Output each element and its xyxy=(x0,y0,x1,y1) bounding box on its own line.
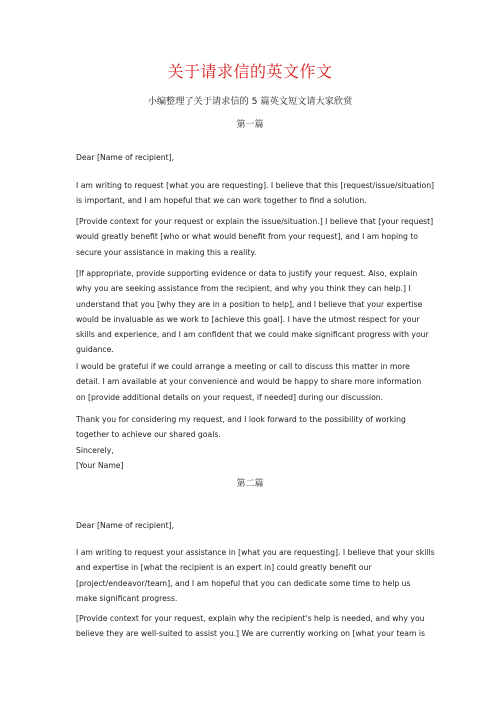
paragraph-2-2 xyxy=(76,611,426,642)
paragraph-2-1 xyxy=(76,545,435,606)
greeting-line: Dear [Name of recipient], xyxy=(76,153,175,162)
text-line: guidance. xyxy=(76,345,114,355)
paragraph-1-4 xyxy=(76,359,426,405)
paragraph-1-5 xyxy=(76,412,426,473)
text-line: on [provide additional details on your request, if needed] during our discussion. xyxy=(76,392,384,402)
text-line: secure your assistance in making this a reality. xyxy=(76,247,257,257)
text-line: understand that you [why they are in a position to help], and I believe that your expertise xyxy=(76,299,423,309)
greeting-line: Dear [Name of recipient], xyxy=(76,521,175,530)
text-line: Thank you for considering my request, and I look forward to the possibility of working xyxy=(76,415,406,424)
text-line: would greatly benefit [who or what would benefit from your request], and I am hoping to xyxy=(76,232,418,242)
paragraph-1-3 xyxy=(76,266,429,358)
letter-greeting-2 xyxy=(76,518,426,533)
text-line: [If appropriate, provide supporting evidence or data to justify your request. Also, explain xyxy=(76,269,418,278)
text-line: [Provide context for your request, explain why the recipient's help is needed, and why you xyxy=(76,614,425,623)
text-line: why you are seeking assistance from the recipient, and why you think they can help.] I xyxy=(76,284,411,294)
text-line: [project/endeavor/team], and I am hopeful that you can dedicate some time to help us xyxy=(76,578,411,588)
text-line: together to achieve our shared goals. xyxy=(76,430,221,440)
text-line: is important, and I am hopeful that we can work together to find a solution. xyxy=(76,196,367,206)
letter-greeting-1 xyxy=(76,150,426,165)
text-line: [Provide context for your request or explain the issue/situation.] I believe that [your request] xyxy=(76,217,434,226)
text-line: and expertise in [what the recipient is an expert in] could greatly benefit our xyxy=(76,563,372,573)
text-line: believe they are well-suited to assist you.] We are currently working on [what your team is xyxy=(76,629,426,639)
text-line: I would be grateful if we could arrange a meeting or call to discuss this matter in more xyxy=(76,362,410,371)
document-title: 关于请求信的英文作文 xyxy=(167,62,333,81)
text-line: I am writing to request [what you are requesting]. I believe that this [request/issue/situation] xyxy=(76,181,435,190)
paragraph-1-2 xyxy=(76,214,434,260)
section-heading-2: 第二篇 xyxy=(236,479,264,489)
text-line: skills and experience, and I am confident that we could make significant progress with your xyxy=(76,330,429,340)
section-heading-1: 第一篇 xyxy=(236,120,264,130)
text-line: make significant progress. xyxy=(76,593,178,603)
text-line: would be invaluable as we work to [achieve this goal]. I have the utmost respect for your xyxy=(76,314,420,324)
document-subtitle: 小编整理了关于请求信的 5 篇英文短文请大家欣赏 xyxy=(147,96,353,107)
paragraph-1-1 xyxy=(76,178,435,209)
text-line: detail. I am available at your convenience and would be happy to share more information xyxy=(76,377,422,387)
text-line: I am writing to request your assistance in [what you are requesting]. I believe that your skills xyxy=(76,548,435,557)
signoff-line: Sincerely, xyxy=(76,445,114,455)
signature-line: [Your Name] xyxy=(76,460,124,470)
